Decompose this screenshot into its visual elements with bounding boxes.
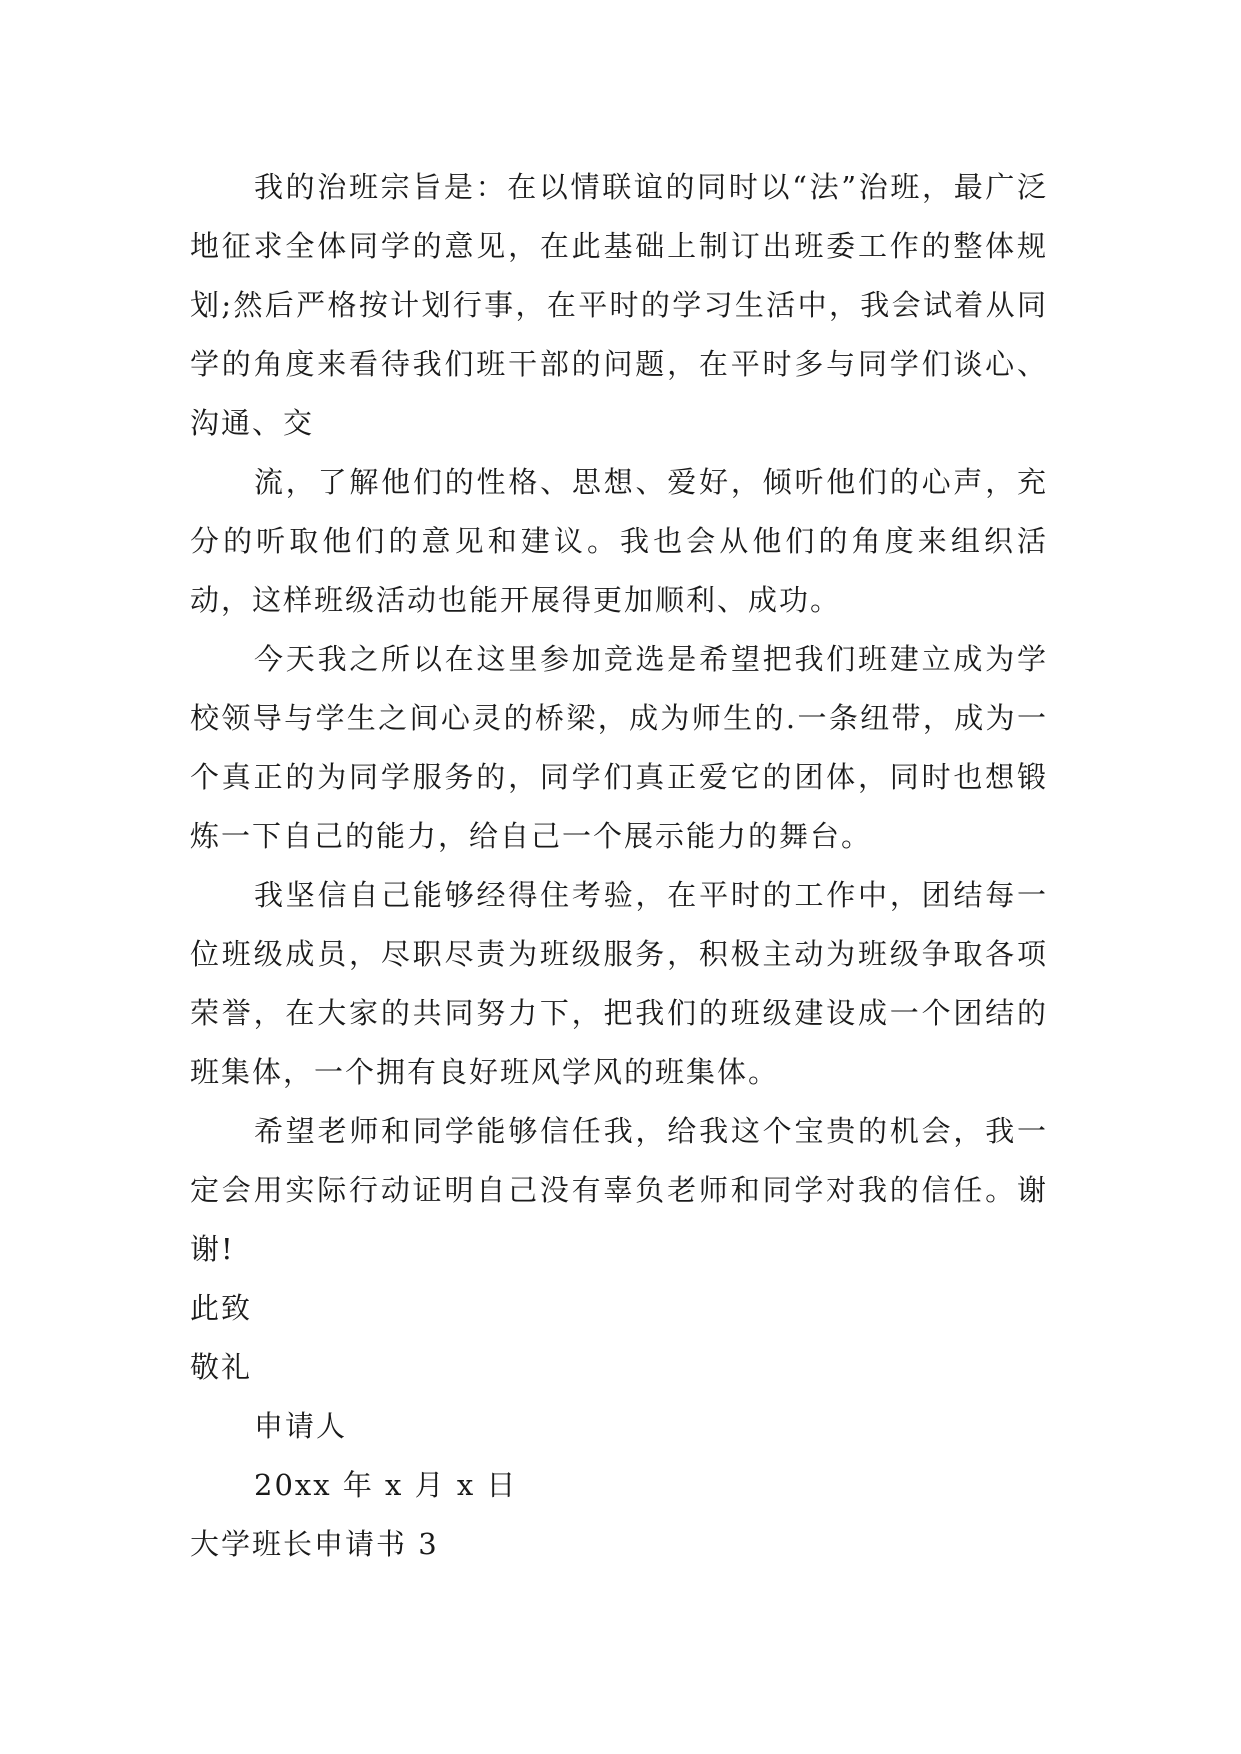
paragraph-2: 流，了解他们的性格、思想、爱好，倾听他们的心声，充分的听取他们的意见和建议。我也会从他们的角度来组织活动，这样班级活动也能开展得更加顺利、成功。 bbox=[190, 465, 1048, 617]
paragraph-1: 我的治班宗旨是：在以情联谊的同时以“法”治班，最广泛地征求全体同学的意见，在此基础上制订出班委工作的整体规划;然后严格按计划行事，在平时的学习生活中，我会试着从同学的角度来看待我们班干部的问题，在平时多与同学们谈心、沟通、交 bbox=[190, 170, 1048, 440]
date-line: 20xx 年 x 月 x 日 bbox=[254, 1468, 518, 1502]
salute-line: 敬礼 bbox=[190, 1350, 253, 1384]
document-body bbox=[190, 158, 1048, 1574]
closing-line: 此致 bbox=[190, 1291, 253, 1325]
paragraph-4: 我坚信自己能够经得住考验，在平时的工作中，团结每一位班级成员，尽职尽责为班级服务，积极主动为班级争取各项荣誉，在大家的共同努力下，把我们的班级建设成一个团结的班集体，一个拥有良好班风学风的班集体。 bbox=[190, 878, 1048, 1089]
paragraph-3: 今天我之所以在这里参加竞选是希望把我们班建立成为学校领导与学生之间心灵的桥梁，成为师生的.一条纽带，成为一个真正的为同学服务的，同学们真正爱它的团体，同时也想锻炼一下自己的能力，给自己一个展示能力的舞台。 bbox=[190, 642, 1048, 853]
signature-line: 申请人 bbox=[254, 1409, 348, 1443]
paragraph-5: 希望老师和同学能够信任我，给我这个宝贵的机会，我一定会用实际行动证明自己没有辜负老师和同学对我的信任。谢谢! bbox=[190, 1114, 1048, 1266]
next-section-title: 大学班长申请书 3 bbox=[190, 1527, 439, 1561]
